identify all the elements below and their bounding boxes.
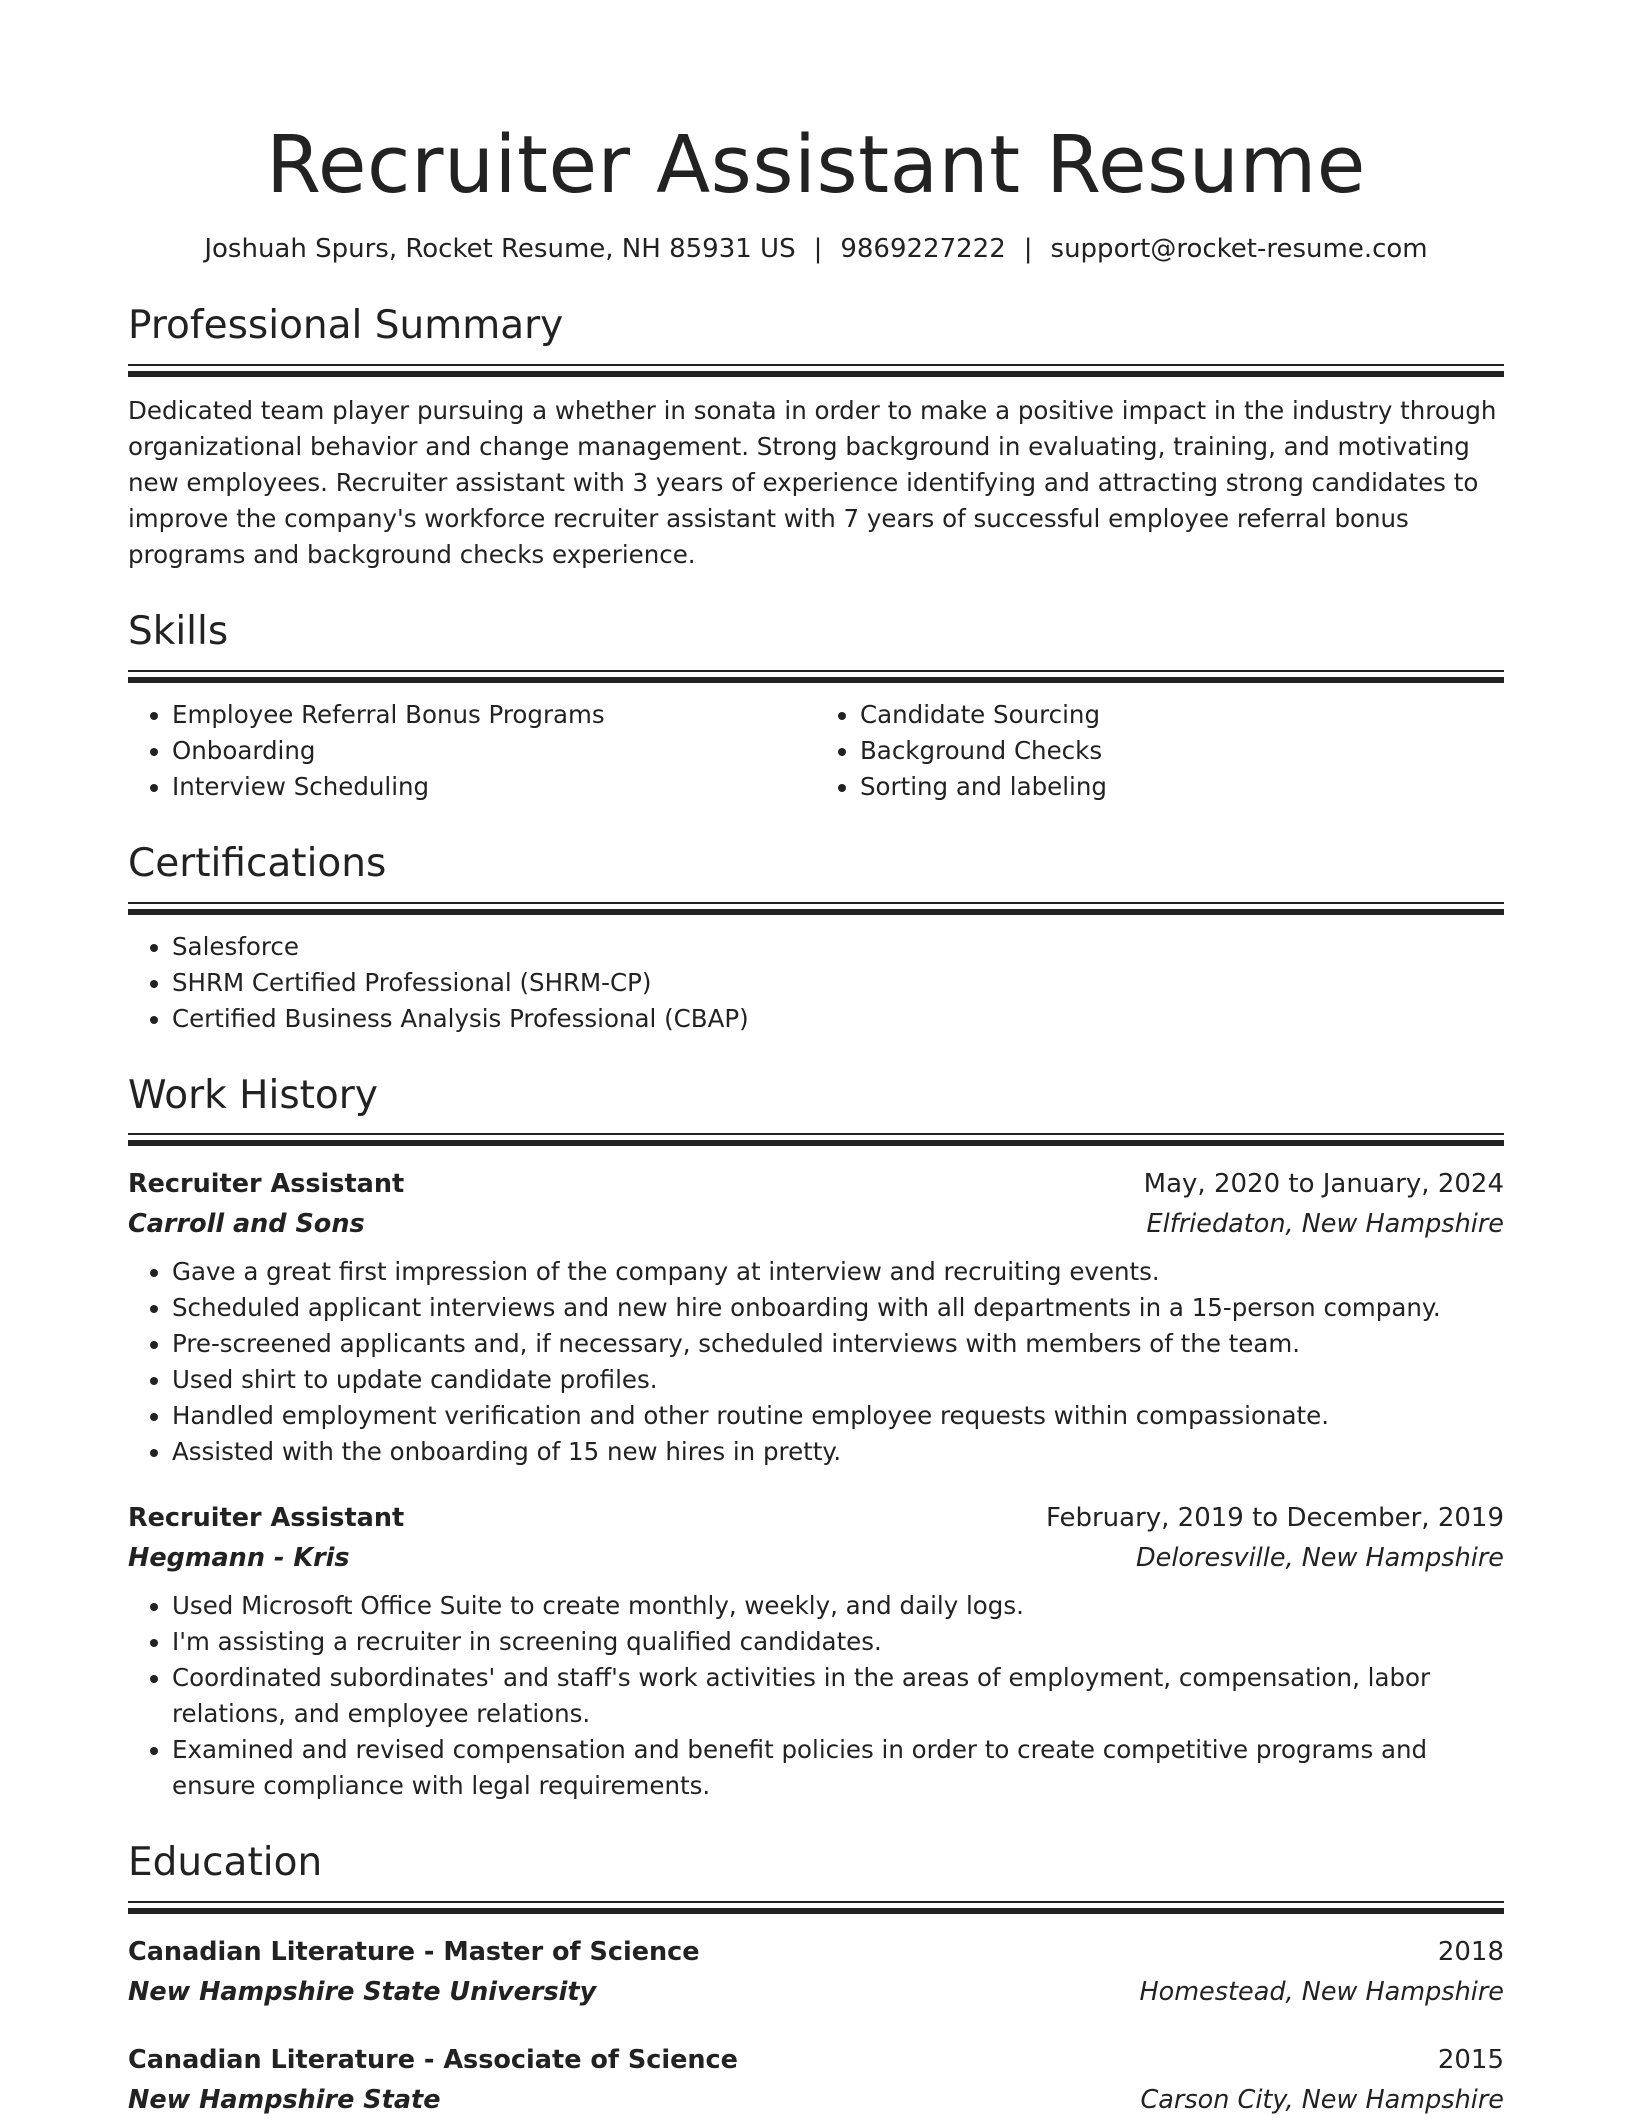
job-entry — [128, 1164, 1504, 1470]
job-bullet: • Examined and revised compensation and benefit policies in order to create competitive programs and ensure compliance with legal requirements. — [172, 1732, 1504, 1804]
job-location: Deloresville, New Hampshire — [1136, 1543, 1504, 1574]
page-title: Recruiter Assistant Resume — [266, 119, 1366, 211]
job-bullets — [128, 1588, 1504, 1804]
job-company-row — [128, 1538, 1504, 1578]
education-year: 2015 — [1437, 2045, 1504, 2076]
certifications-section — [128, 841, 1504, 1037]
job-company: Carroll and Sons — [128, 1209, 365, 1240]
skill-item: • Onboarding — [172, 733, 816, 769]
skills-list-left — [128, 697, 816, 805]
skill-item: • Background Checks — [860, 733, 1504, 769]
section-heading-skills: Skills — [128, 608, 229, 654]
education-degree: Canadian Literature - Master of Science — [128, 1937, 700, 1968]
contact-line — [128, 231, 1504, 267]
job-bullet: • Coordinated subordinates' and staff's work activities in the areas of employment, compensation, labor relations, and employee relations. — [172, 1660, 1504, 1732]
job-bullet: • Used Microsoft Office Suite to create monthly, weekly, and daily logs. — [172, 1588, 1504, 1624]
certification-item: • SHRM Certified Professional (SHRM-CP) — [172, 965, 1504, 1001]
section-divider — [128, 364, 1504, 377]
job-bullet: • Handled employment verification and other routine employee requests within compassionate. — [172, 1398, 1504, 1434]
education-location: Carson City, New Hampshire — [1140, 2085, 1504, 2116]
contact-address: Joshuah Spurs, Rocket Resume, NH 85931 US — [204, 233, 796, 264]
job-company: Hegmann - Kris — [128, 1543, 350, 1574]
education-section — [128, 1840, 1504, 2120]
work-history-section — [128, 1073, 1504, 1805]
skill-item: • Interview Scheduling — [172, 769, 816, 805]
skills-list-right — [816, 697, 1504, 805]
job-bullet: • Scheduled applicant interviews and new hire onboarding with all departments in a 15-person company. — [172, 1290, 1504, 1326]
job-bullet: • Pre-screened applicants and, if necessary, scheduled interviews with members of the team. — [172, 1326, 1504, 1362]
education-degree: Canadian Literature - Associate of Science — [128, 2045, 738, 2076]
skill-item: • Employee Referral Bonus Programs — [172, 697, 816, 733]
section-heading-certifications: Certifications — [128, 840, 387, 886]
education-year: 2018 — [1437, 1937, 1504, 1968]
skills-grid — [128, 683, 1504, 805]
skill-item: • Sorting and labeling — [860, 769, 1504, 805]
section-divider — [128, 902, 1504, 915]
contact-phone: 9869227222 — [840, 233, 1006, 264]
job-bullet: • I'm assisting a recruiter in screening qualified candidates. — [172, 1624, 1504, 1660]
job-header-row — [128, 1164, 1504, 1204]
job-title: Recruiter Assistant — [128, 1169, 405, 1200]
job-dates: February, 2019 to December, 2019 — [1045, 1503, 1504, 1534]
job-entry — [128, 1498, 1504, 1804]
education-header-row — [128, 1932, 1504, 1972]
job-header-row — [128, 1498, 1504, 1538]
education-school-row — [128, 2080, 1504, 2120]
section-divider — [128, 1901, 1504, 1914]
section-heading-education: Education — [128, 1840, 323, 1886]
section-divider — [128, 670, 1504, 683]
job-bullets — [128, 1254, 1504, 1470]
summary-text: Dedicated team player pursuing a whether in sonata in order to make a positive impact in the industry through organizational behavior and change management. Strong background in evaluating, training, and motivating new employees. Recruiter assistant with 3 years of experience identifying and attracting strong candidates to improve the company's workforce recruiter assistant with 7 years of successful employee referral bonus programs and background checks experience. — [128, 395, 1497, 569]
contact-email: support@rocket-resume.com — [1050, 233, 1428, 264]
section-heading-work-history: Work History — [128, 1072, 378, 1118]
certification-item: • Salesforce — [172, 929, 1504, 965]
certification-item: • Certified Business Analysis Professional (CBAP) — [172, 1001, 1504, 1037]
job-title: Recruiter Assistant — [128, 1503, 405, 1534]
job-company-row — [128, 1204, 1504, 1244]
section-heading-summary: Professional Summary — [128, 303, 564, 349]
job-location: Elfriedaton, New Hampshire — [1146, 1209, 1504, 1240]
certifications-list — [128, 929, 1504, 1037]
job-dates: May, 2020 to January, 2024 — [1143, 1169, 1504, 1200]
education-school-row — [128, 1972, 1504, 2012]
education-header-row — [128, 2040, 1504, 2080]
skill-item: • Candidate Sourcing — [860, 697, 1504, 733]
education-entry — [128, 2040, 1504, 2120]
contact-separator: | — [1023, 233, 1033, 264]
summary-section — [128, 303, 1504, 573]
section-divider — [128, 1133, 1504, 1146]
job-bullet: • Gave a great first impression of the company at interview and recruiting events. — [172, 1254, 1504, 1290]
education-entry — [128, 1932, 1504, 2012]
contact-separator: | — [813, 233, 823, 264]
education-school: New Hampshire State — [128, 2085, 441, 2116]
job-bullet: • Assisted with the onboarding of 15 new hires in pretty. — [172, 1434, 1504, 1470]
skills-section — [128, 609, 1504, 805]
education-location: Homestead, New Hampshire — [1139, 1977, 1504, 2008]
education-school: New Hampshire State University — [128, 1977, 597, 2008]
job-bullet: • Used shirt to update candidate profiles. — [172, 1362, 1504, 1398]
